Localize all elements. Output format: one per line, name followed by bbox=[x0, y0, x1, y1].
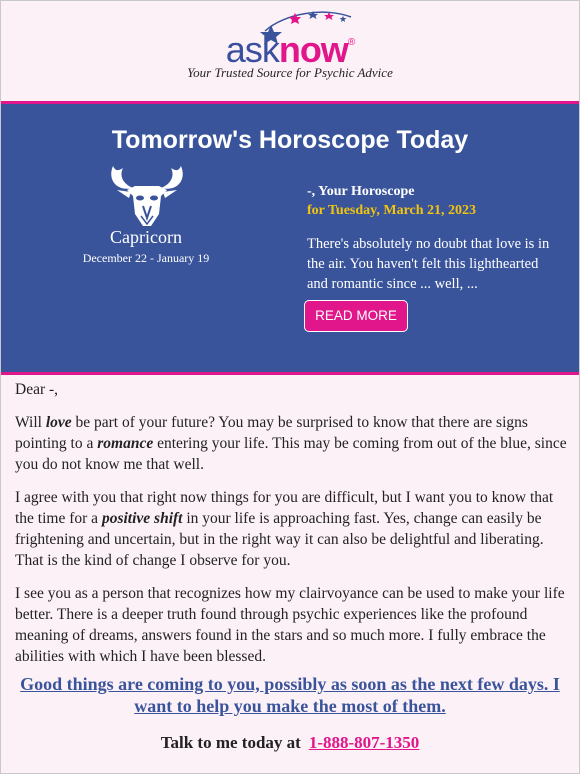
registered-mark: ® bbox=[347, 37, 355, 48]
horoscope-banner bbox=[1, 101, 579, 375]
tagline: Your Trusted Source for Psychic Advice bbox=[187, 65, 393, 80]
logo-ask-text: ask bbox=[225, 29, 279, 70]
p1-text-a: Will bbox=[15, 414, 46, 431]
zodiac-sign-name: Capricorn bbox=[110, 227, 182, 247]
emphasis-love: love bbox=[45, 414, 72, 431]
emphasis-positive-shift: positive shift bbox=[101, 510, 183, 527]
p2-text-b: in your life is approaching fast. Yes, change can easily be frightening and uncertain, but in the right way it can also be delightful and liberating. That is the kind of change I observe for you. bbox=[15, 510, 544, 569]
horoscope-date: for Tuesday, March 21, 2023 bbox=[307, 203, 477, 218]
read-more-button[interactable]: READ MORE bbox=[304, 300, 408, 332]
p1-text-b: be part of your future? You may be surprised to know that there are signs pointing to a bbox=[15, 414, 528, 452]
cta-link[interactable]: Good things are coming to you, possibly as soon as the next few days. I want to help you make the most of them. bbox=[20, 674, 560, 716]
p1-text-c: entering your life. This may be coming from out of the blue, since you do not know me that well. bbox=[15, 435, 567, 473]
paragraph-3: I see you as a person that recognizes how my clairvoyance can be used to make your life better. There is a deeper truth found through psychic experiences like the profound meaning of dreams, answers found in the stars and so much more. I fully embrace the abilities with which I have been blessed. bbox=[15, 585, 565, 665]
letter-body bbox=[15, 373, 571, 679]
capricorn-goat-icon bbox=[105, 160, 189, 230]
paragraph-1 bbox=[15, 412, 571, 475]
zodiac-sign-dates: December 22 - January 19 bbox=[82, 251, 210, 265]
horoscope-label: -, Your Horoscope bbox=[307, 184, 415, 199]
p2-text-a: I agree with you that right now things for you are difficult, but I want you to know that the time for a bbox=[15, 489, 554, 527]
talk-label: Talk to me today at bbox=[160, 733, 301, 752]
header bbox=[1, 1, 579, 101]
emphasis-romance: romance bbox=[97, 435, 154, 452]
greeting: Dear -, bbox=[15, 381, 59, 398]
phone-link[interactable]: 1-888-807-1350 bbox=[308, 733, 420, 752]
banner-title: Tomorrow's Horoscope Today bbox=[111, 126, 469, 154]
contact-line bbox=[1, 733, 579, 753]
logo-now-text: now bbox=[278, 29, 348, 70]
horoscope-excerpt: There's absolutely no doubt that love is in the air. You haven't felt this lighthearted and romantic since ... well, ... bbox=[307, 236, 550, 292]
paragraph-2 bbox=[15, 487, 571, 571]
